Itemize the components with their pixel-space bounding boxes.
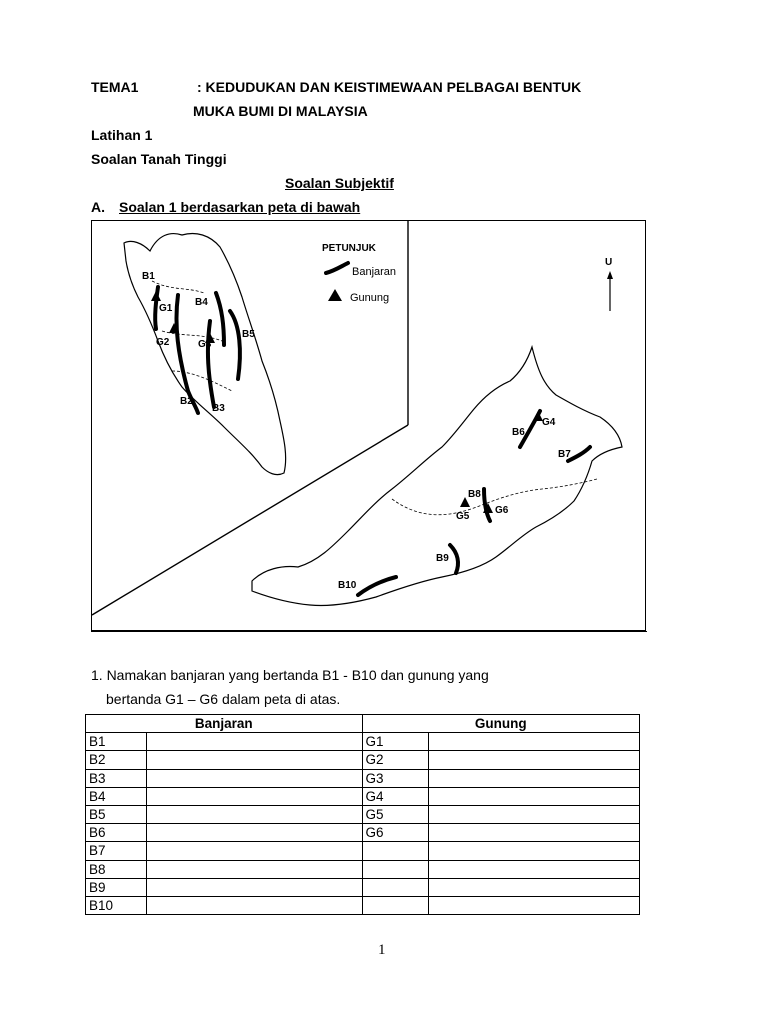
label-b2: B2 xyxy=(180,396,193,407)
mountain-answer-cell[interactable] xyxy=(429,878,640,896)
range-b9 xyxy=(450,545,458,573)
range-code-cell: B10 xyxy=(86,896,147,914)
malaysia-map xyxy=(91,220,646,631)
label-g1: G1 xyxy=(159,303,173,314)
mountain-code-cell: G5 xyxy=(362,805,429,823)
range-answer-cell[interactable] xyxy=(146,860,362,878)
range-b4 xyxy=(216,293,224,345)
legend-mountain-icon xyxy=(328,289,342,301)
range-code-cell: B2 xyxy=(86,751,147,769)
range-b5 xyxy=(230,311,240,379)
label-g6: G6 xyxy=(495,505,509,516)
theme-code: TEMA1 xyxy=(91,79,139,95)
table-header-row xyxy=(86,715,640,733)
legend-mountain-label: Gunung xyxy=(350,292,390,304)
table-row xyxy=(86,842,640,860)
label-g3: G3 xyxy=(198,339,212,350)
table-row xyxy=(86,878,640,896)
table-row xyxy=(86,896,640,914)
peninsular-border-dashed xyxy=(152,281,232,391)
mountain-answer-cell[interactable] xyxy=(429,751,640,769)
map-bottom-rule xyxy=(91,631,647,632)
question-line2: bertanda G1 – G6 dalam peta di atas. xyxy=(106,691,341,707)
label-b1: B1 xyxy=(142,271,155,282)
range-answer-cell[interactable] xyxy=(146,751,362,769)
range-code-cell: B9 xyxy=(86,878,147,896)
legend-range-icon xyxy=(326,263,348,273)
range-code-cell: B3 xyxy=(86,769,147,787)
table-row xyxy=(86,751,640,769)
label-g2: G2 xyxy=(156,337,170,348)
table-row xyxy=(86,805,640,823)
label-g5: G5 xyxy=(456,511,470,522)
peak-g1 xyxy=(151,291,161,301)
range-answer-cell[interactable] xyxy=(146,787,362,805)
question-line1: 1. Namakan banjaran yang bertanda B1 - B10 dan gunung yang xyxy=(91,667,489,683)
topic-label: Soalan Tanah Tinggi xyxy=(91,151,227,167)
label-g4: G4 xyxy=(542,417,556,428)
range-b3 xyxy=(208,321,214,407)
label-b3: B3 xyxy=(212,403,225,414)
mountain-code-cell xyxy=(362,842,429,860)
mountain-answer-cell[interactable] xyxy=(429,805,640,823)
answer-table xyxy=(85,714,640,915)
label-b6: B6 xyxy=(512,427,525,438)
range-b7 xyxy=(568,447,590,461)
mountain-code-cell: G4 xyxy=(362,787,429,805)
range-code-cell: B5 xyxy=(86,805,147,823)
part-title: Soalan 1 berdasarkan peta di bawah xyxy=(119,199,361,215)
legend-title: PETUNJUK xyxy=(322,243,376,254)
range-answer-cell[interactable] xyxy=(146,896,362,914)
range-answer-cell[interactable] xyxy=(146,878,362,896)
mountain-answer-cell[interactable] xyxy=(429,824,640,842)
table-row xyxy=(86,787,640,805)
peninsular-outline xyxy=(124,234,286,475)
range-code-cell: B4 xyxy=(86,787,147,805)
mountain-code-cell xyxy=(362,860,429,878)
table-row xyxy=(86,769,640,787)
label-b9: B9 xyxy=(436,553,449,564)
mountain-code-cell xyxy=(362,896,429,914)
table-row xyxy=(86,733,640,751)
range-answer-cell[interactable] xyxy=(146,733,362,751)
label-b4: B4 xyxy=(195,297,208,308)
section-title: Soalan Subjektif xyxy=(285,175,394,191)
mountain-answer-cell[interactable] xyxy=(429,769,640,787)
range-answer-cell[interactable] xyxy=(146,769,362,787)
range-code-cell: B6 xyxy=(86,824,147,842)
header-banjaran: Banjaran xyxy=(86,715,363,733)
mountain-code-cell: G6 xyxy=(362,824,429,842)
range-answer-cell[interactable] xyxy=(146,842,362,860)
mountain-answer-cell[interactable] xyxy=(429,896,640,914)
label-b10: B10 xyxy=(338,580,357,591)
label-b8: B8 xyxy=(468,489,481,500)
mountain-answer-cell[interactable] xyxy=(429,733,640,751)
north-arrowhead-icon xyxy=(607,271,613,279)
range-code-cell: B8 xyxy=(86,860,147,878)
range-answer-cell[interactable] xyxy=(146,824,362,842)
theme-title-line1: : KEDUDUKAN DAN KEISTIMEWAAN PELBAGAI BENTUK xyxy=(197,79,582,95)
north-label: U xyxy=(605,257,613,268)
exercise-label: Latihan 1 xyxy=(91,127,153,143)
label-b7: B7 xyxy=(558,449,571,460)
page-number: 1 xyxy=(378,942,386,958)
label-b5: B5 xyxy=(242,329,255,340)
range-code-cell: B7 xyxy=(86,842,147,860)
range-code-cell: B1 xyxy=(86,733,147,751)
part-letter: A. xyxy=(91,199,105,215)
borneo-outline xyxy=(252,347,622,606)
map-drawing xyxy=(92,221,647,632)
theme-title-line2: MUKA BUMI DI MALAYSIA xyxy=(193,103,368,119)
mountain-code-cell: G1 xyxy=(362,733,429,751)
table-row xyxy=(86,860,640,878)
mountain-answer-cell[interactable] xyxy=(429,842,640,860)
mountain-code-cell xyxy=(362,878,429,896)
header-gunung: Gunung xyxy=(362,715,640,733)
mountain-answer-cell[interactable] xyxy=(429,860,640,878)
mountain-ranges xyxy=(155,287,590,595)
table-row xyxy=(86,824,640,842)
map-labels xyxy=(142,271,571,591)
mountain-code-cell: G2 xyxy=(362,751,429,769)
mountain-answer-cell[interactable] xyxy=(429,787,640,805)
mountain-code-cell: G3 xyxy=(362,769,429,787)
legend-range-label: Banjaran xyxy=(352,266,397,278)
range-answer-cell[interactable] xyxy=(146,805,362,823)
